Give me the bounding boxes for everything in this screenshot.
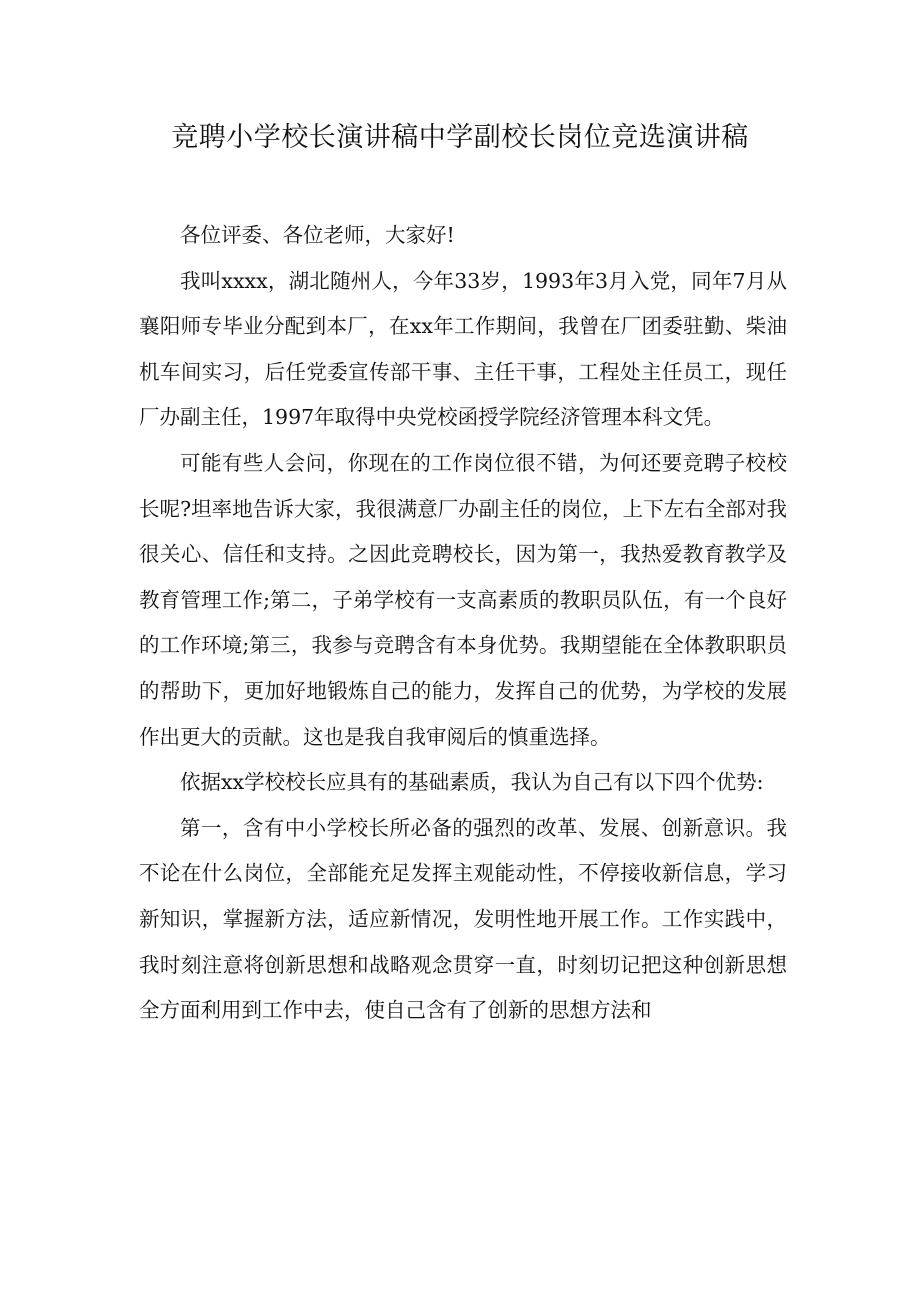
- document-body: [139, 213, 787, 1034]
- paragraph-greeting: 各位评委、各位老师，大家好!: [180, 223, 455, 247]
- paragraph-motivation: 可能有些人会问，你现在的工作岗位很不错，为何还要竞聘子校校长呢?坦率地告诉大家，我很满意厂办副主任的岗位，上下左右全部对我很关心、信任和支持。之因此竞聘校长，因为第一，我热爱教育教学及教育管理工作;第二，子弟学校有一支高素质的教职员队伍，有一个良好的工作环境;第三，我参与竞聘含有本身优势。我期望能在全体教职职员的帮助下，更加好地锻炼自己的能力，发挥自己的优势，为学校的发展作出更大的贡献。这也是我自我审阅后的慎重选择。: [139, 450, 787, 749]
- paragraph-introduction: 我叫xxxx，湖北随州人，今年33岁，1993年3月入党，同年7月从襄阳师专毕业分配到本厂，在xx年工作期间，我曾在厂团委驻勤、柴油机车间实习，后任党委宣传部干事、主任干事，工程处主任员工，现任厂办副主任，1997年取得中央党校函授学院经济管理本科文凭。: [139, 268, 787, 430]
- document-title: 竞聘小学校长演讲稿中学副校长岗位竞选演讲稿: [171, 122, 749, 153]
- paragraph-advantages-intro: 依据xx学校校长应具有的基础素质，我认为自己有以下四个优势:: [180, 770, 764, 795]
- paragraph-advantage-one: 第一，含有中小学校长所必备的强烈的改革、发展、创新意识。我不论在什么岗位，全部能充足发挥主观能动性，不停接收新信息，学习新知识，掌握新方法，适应新情况，发明性地开展工作。工作实践中，我时刻注意将创新思想和战略观念贯穿一直，时刻切记把这种创新思想全方面利用到工作中去，使自己含有了创新的思想方法和: [139, 815, 787, 1023]
